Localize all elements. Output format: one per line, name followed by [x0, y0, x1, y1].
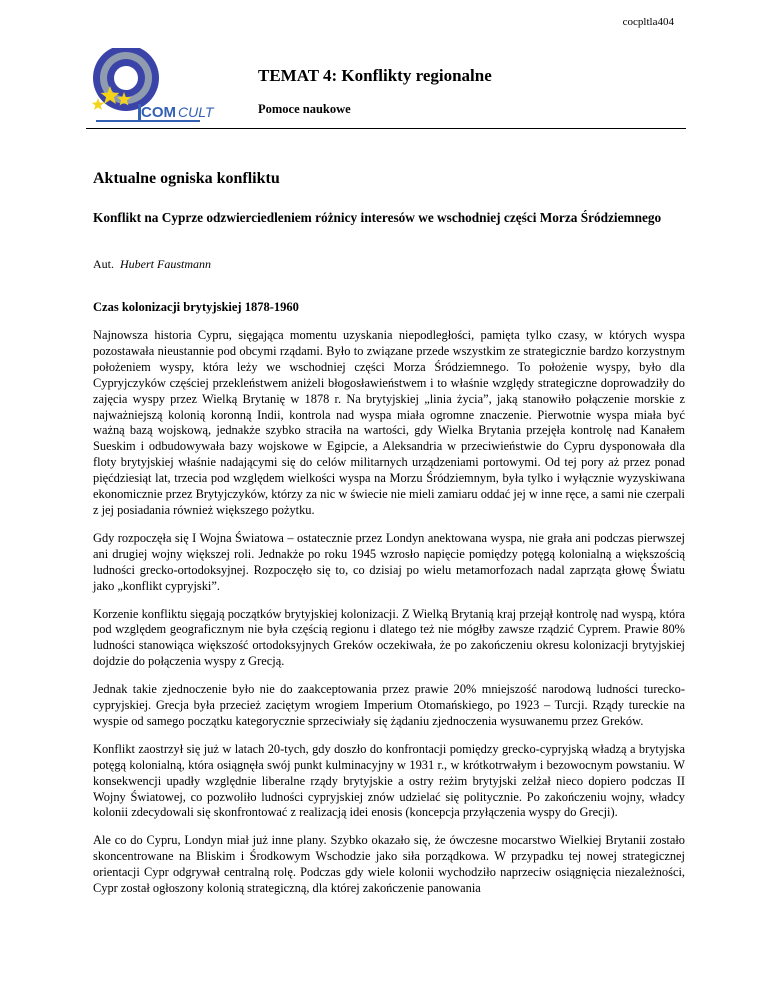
comcult-logo-graphic: [88, 48, 238, 126]
paragraph: Najnowsza historia Cypru, sięgająca momentu uzyskania niepodległości, pamięta tylko czasy, w których wyspa pozostawała nieustannie pod obcymi rządami. Było to związane przede wszystkim ze strategicznie bardzo korzystnym położeniem wyspy, która leży we wschodniej części Morza Śródziemnego. To położenie wyspy, było dla Cypryjczyków częściej przekleństwem aniżeli błogosławieństwem i to właśnie względy strategiczne doprowadziły do zajęcia wyspy przez Wielką Brytanię w 1878 r. Na brytyjskiej „linia życia”, jaką stanowiło połączenie morskie z najważniejszą kolonią koronną Indii, kontrola nad wyspa miała ogromne znaczenie. Pierwotnie wyspa miała być ważną bazą wojskową, jednakże szybko straciła na wartości, gdy Wielka Brytania przejęła kontrolę nad Kanałem Sueskim i odbudowywała bazy wojskowe w Egipcie, a Aleksandria w przeciwieństwie do Cypru dysponowała dla floty brytyjskiej właśnie nadającymi się do celów militarnych urządzeniami portowymi. Od tej pory aż przez ponad pięćdziesiąt lat, trzecia pod względem wielkości wyspa na Morzu Śródziemnym, była tylko i wyłącznie wyzyskiwana ekonomicznie przez Brytyjczyków, którzy za nic w świecie nie mieli zamiaru oddać jej w inne ręce, a sami nie czerpali z jej posiadania również większego pożytku.: [93, 328, 685, 517]
article-title: Konflikt na Cyprze odzwierciedleniem różnicy interesów we wschodniej części Morza Śródziemnego: [93, 210, 662, 225]
paragraph: Korzenie konfliktu sięgają początków brytyjskiej kolonizacji. Z Wielką Brytanią kraj przejął kontrolę nad wyspą, która pod względem geograficznym nie była częścią regionu i dlatego też nie mógłby zawsze rządzić Cyprem. Prawie 80% ludności stanowiąca większość ortodoksyjnych Greków oczekiwała, że po zakończeniu okresu kolonizacji brytyjskiej dojdzie do połączenia wyspy z Grecją.: [93, 606, 685, 669]
paragraph: Konflikt zaostrzył się już w latach 20-tych, gdy doszło do konfrontacji pomiędzy grecko-cypryjską władzą a brytyjska potęgą kolonialną, która osiągnęła swój punkt kulminacyjny w 1931 r., w krótkotrwałym i bezowocnym powstaniu. W konsekwencji upadły względnie liberalne rządy brytyjskie a ostry reżim brytyjski zelżał nieco dopiero podczas II Wojny Światowej, co pozwoliło ludności cypryjskiej znów udzielać się politycznie. Po zakończeniu wojny, władcy kolonii zdecydowali się skonfrontować z realizacją idei enosis (koncepcja przyłączenia wyspy do Grecji).: [93, 741, 685, 820]
document-code: cocpltla404: [622, 16, 674, 28]
author-label: Aut.: [93, 257, 114, 271]
paragraph: Jednak takie zjednoczenie było nie do zaakceptowania przez prawie 20% mniejszość narodową ludności turecko-cypryjskiej. Grecja była przecież zaciętym wrogiem Imperium Otomańskiego, po 1923 – Turcji. Rządy tureckie na wyspie od samego początku kategorycznie sprzeciwiały się żądaniu zjednoczenia wysuwanemu przez Greków.: [93, 682, 685, 728]
topic-title: TEMAT 4: Konflikty regionalne: [258, 66, 492, 85]
author-name: Hubert Faustmann: [120, 257, 211, 271]
topic-subtitle: Pomoce naukowe: [258, 102, 351, 116]
paragraph: Ale co do Cypru, Londyn miał już inne plany. Szybko okazało się, że ówczesne mocarstwo Wielkiej Brytanii zostało skoncentrowane na Bliskim i Środkowym Wschodzie jako siła porządkowa. W przypadku tej nowej strategicznej orientacji Cypr odgrywał centralną rolę. Podczas gdy wiele kolonii wychodziło naprzeciw osiągnięcia niezależności, Cypr został ogłoszony kolonią strategiczną, dla której zakończenie panowania: [93, 833, 685, 896]
section-title: Aktualne ogniska konfliktu: [93, 170, 280, 187]
comcult-logo: [88, 48, 238, 126]
subsection-title: Czas kolonizacji brytyjskiej 1878-1960: [93, 300, 299, 314]
logo-text-sub: CULT: [178, 104, 214, 120]
header-divider: [86, 128, 686, 129]
author-line: [93, 257, 211, 272]
logo-text-main: COM: [141, 104, 176, 121]
paragraph: Gdy rozpoczęła się I Wojna Światowa – ostatecznie przez Londyn anektowana wyspa, nie grała ani podczas pierwszej ani drugiej wojny większej roli. Jednakże po roku 1945 wzrosło napięcie pomiędzy potęgą kolonialną a większością ludności grecko-ortodoksyjnej. Rozpoczęło się to, co dzisiaj po wielu metamorfozach nadal zaprząta głowę Światu jako „konflikt cypryjski”.: [93, 530, 685, 593]
article-body: [93, 328, 685, 909]
